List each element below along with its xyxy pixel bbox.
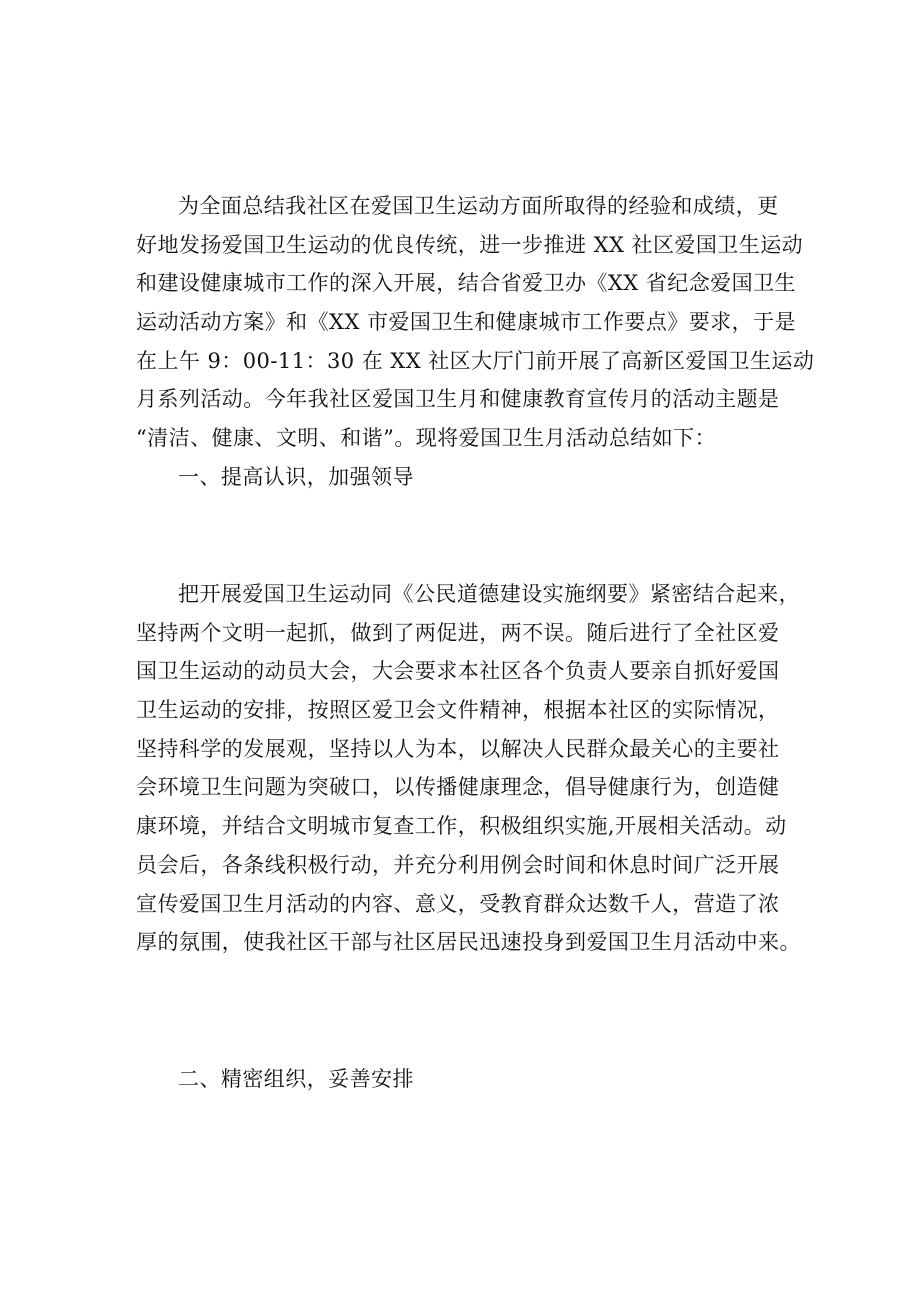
paragraph-line: 坚持科学的发展观，坚持以人为本，以解决人民群众最关心的主要社 — [136, 736, 780, 761]
paragraph-line: 为全面总结我社区在爱国卫生运动方面所取得的经验和成绩，更 — [178, 194, 779, 218]
paragraph-line: 卫生运动的安排，按照区爱卫会文件精神，根据本社区的实际情况， — [136, 698, 780, 723]
paragraph-line: 会环境卫生问题为突破口，以传播健康理念，倡导健康行为，创造健 — [136, 775, 780, 800]
paragraph-line: 月系列活动。今年我社区爱国卫生月和健康教育宣传月的活动主题是 — [136, 387, 780, 412]
paragraph-line: 把开展爱国卫生运动同《公民道德建设实施纲要》紧密结合起来， — [178, 582, 801, 606]
paragraph-line: 和建设健康城市工作的深入开展，结合省爱卫办《XX 省纪念爱国卫生 — [136, 271, 796, 296]
body-paragraph — [136, 575, 808, 962]
paragraph-line: 好地发扬爱国卫生运动的优良传统，进一步推进 XX 社区爱国卫生运动 — [136, 232, 804, 257]
paragraph-line: 康环境，并结合文明城市复查工作，积极组织实施,开展相关活动。动 — [136, 814, 787, 839]
paragraph-line: 坚持两个文明一起抓，做到了两促进，两不误。随后进行了全社区爱 — [136, 620, 780, 645]
paragraph-line: “清洁、健康、文明、和谐”。现将爱国卫生月活动总结如下： — [136, 426, 717, 451]
section-heading-block — [136, 1060, 808, 1099]
paragraph-line: 国卫生运动的动员大会，大会要求本社区各个负责人要亲自抓好爱国 — [136, 659, 780, 684]
paragraph-line: 宣传爱国卫生月活动的内容、意义，受教育群众达数千人，营造了浓 — [136, 891, 780, 916]
section-heading: 二、精密组织，妥善安排 — [178, 1067, 414, 1091]
paragraph-line: 员会后，各条线积极行动，并充分利用例会时间和休息时间广泛开展 — [136, 852, 780, 877]
paragraph-line: 厚的氛围，使我社区干部与社区居民迅速投身到爱国卫生月活动中来。 — [136, 930, 801, 955]
section-heading: 一、提高认识，加强领导 — [178, 464, 414, 489]
paragraph-line: 运动活动方案》和《XX 市爱国卫生和健康城市工作要点》要求，于是 — [136, 310, 796, 335]
intro-paragraph — [136, 187, 815, 497]
paragraph-line: 在上午 9：00-11：30 在 XX 社区大厅门前开展了高新区爱国卫生运动 — [136, 348, 815, 373]
